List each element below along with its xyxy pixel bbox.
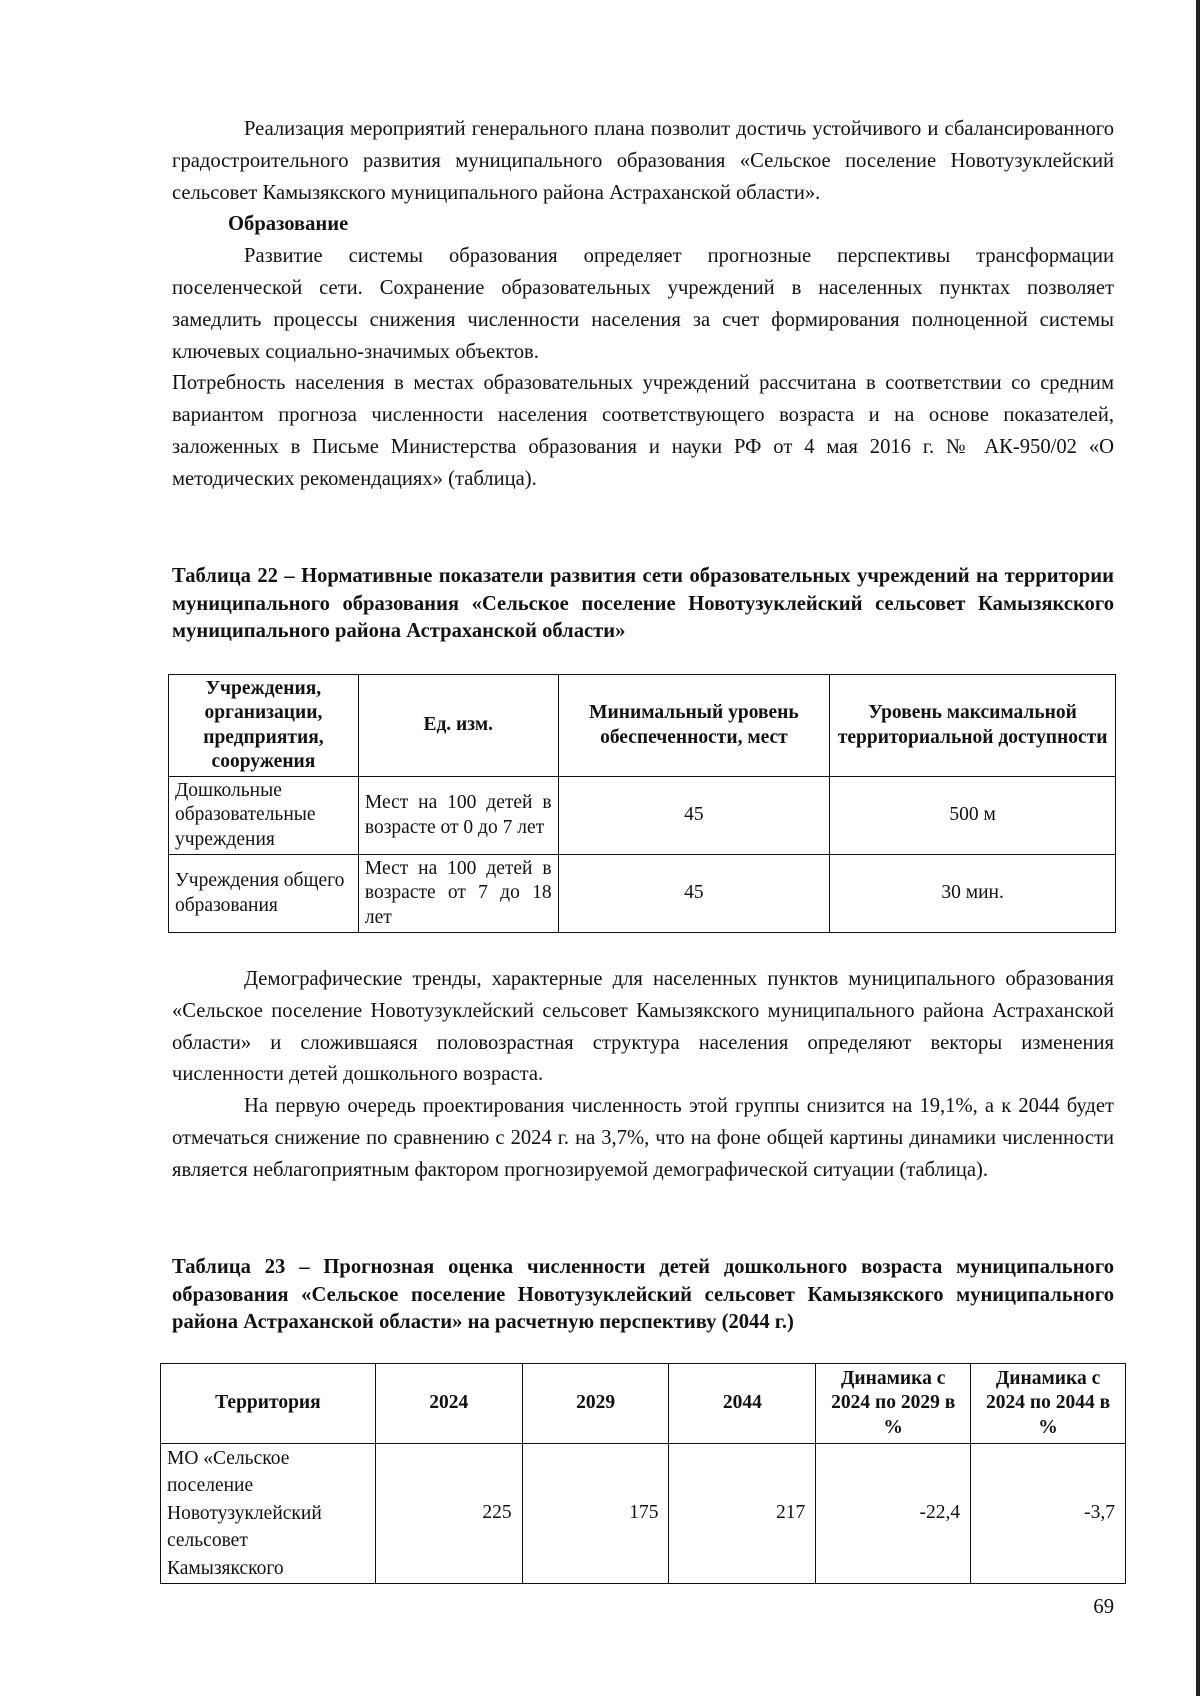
table23-header-cell: 2024 — [375, 1364, 522, 1444]
table23-header-cell: Динамика с 2024 по 2029 в % — [816, 1364, 971, 1444]
table-cell: 45 — [558, 777, 830, 855]
table-cell: 500 м — [830, 777, 1116, 855]
table-cell: Мест на 100 детей в возрасте от 0 до 7 лет — [358, 777, 558, 855]
table-cell: Учреждения общего образования — [169, 855, 359, 933]
table-cell: -22,4 — [816, 1444, 971, 1584]
table-cell: 217 — [669, 1444, 816, 1584]
table-cell: МО «Сельское поселение Новотузуклейский сельсовет Камызякского — [161, 1444, 376, 1584]
table-cell: -3,7 — [971, 1444, 1126, 1584]
table23-caption-block — [172, 1254, 1114, 1337]
page-edge — [1196, 0, 1200, 1696]
demography-text — [172, 964, 1114, 1187]
paragraph-3: Потребность населения в местах образовательных учреждений рассчитана в соответствии со средним вариантом прогноза численности населения соответствующего возраста и на основе показателей, заложенных в Письме Министерства образования и науки РФ от 4 мая 2016 г. № АК-950/02 «О методических рекомендациях» (таблица). — [172, 372, 1114, 490]
table-cell: 30 мин. — [830, 855, 1116, 933]
table-row — [169, 777, 1116, 855]
table22-header-cell: Ед. изм. — [358, 675, 558, 777]
paragraph-1: Реализация мероприятий генерального плана позволит достичь устойчивого и сбалансированного градостроительного развития муниципального образования «Сельское поселение Новотузуклейский сельсовет Камызякского муниципального района Астраханской области». — [172, 118, 1114, 204]
paragraph-2: Развитие системы образования определяет прогнозные перспективы трансформации поселенческой сети. Сохранение образовательных учреждений в населенных пунктах позволяет замедлить процессы снижения численности населения за счет формирования полноценной системы ключевых социально-значимых объектов. — [172, 245, 1114, 363]
table22-caption: Таблица 22 – Нормативные показатели развития сети образовательных учреждений на территории муниципального образования «Сельское поселение Новотузуклейский сельсовет Камызякского муниципального района Астраханской области» — [172, 565, 1114, 642]
table22-header-cell: Учреждения, организации, предприятия, сооружения — [169, 675, 359, 777]
table22 — [168, 674, 1116, 933]
table22-caption-block — [172, 563, 1114, 646]
table-cell: 45 — [558, 855, 830, 933]
intro-text — [172, 114, 1114, 496]
table23-header-cell: 2044 — [669, 1364, 816, 1444]
table22-header-row — [169, 675, 1116, 777]
page-number: 69 — [1093, 1596, 1114, 1618]
table-cell: 225 — [375, 1444, 522, 1584]
paragraph-5: На первую очередь проектирования численность этой группы снизится на 19,1%, а к 2044 будет отмечаться снижение по сравнению с 2024 г. на 3,7%, что на фоне общей картины динамики численности является неблагоприятным фактором прогнозируемой демографической ситуации (таблица). — [172, 1095, 1114, 1181]
table-cell: Мест на 100 детей в возрасте от 7 до 18 лет — [358, 855, 558, 933]
table23-header-cell: Территория — [161, 1364, 376, 1444]
table-cell: 175 — [522, 1444, 669, 1584]
section-heading-education: Образование — [228, 213, 349, 236]
table-row — [161, 1444, 1126, 1584]
table22-header-cell: Уровень максимальной территориальной доступности — [830, 675, 1116, 777]
table22-header-cell: Минимальный уровень обеспеченности, мест — [558, 675, 830, 777]
paragraph-4: Демографические тренды, характерные для населенных пунктов муниципального образования «Сельское поселение Новотузуклейский сельсовет Камызякского муниципального района Астраханской области» и сложившаяся половозрастная структура населения определяют векторы изменения численности детей дошкольного возраста. — [172, 968, 1114, 1086]
table23-header-cell: 2029 — [522, 1364, 669, 1444]
table-row — [169, 855, 1116, 933]
table23-header-cell: Динамика с 2024 по 2044 в % — [971, 1364, 1126, 1444]
table23-caption: Таблица 23 – Прогнозная оценка численности детей дошкольного возраста муниципального образования «Сельское поселение Новотузуклейский сельсовет Камызякского муниципального района Астраханской области» на расчетную перспективу (2044 г.) — [172, 1256, 1114, 1333]
table23-header-row — [161, 1364, 1126, 1444]
table-cell: Дошкольные образовательные учреждения — [169, 777, 359, 855]
table23 — [160, 1363, 1126, 1584]
